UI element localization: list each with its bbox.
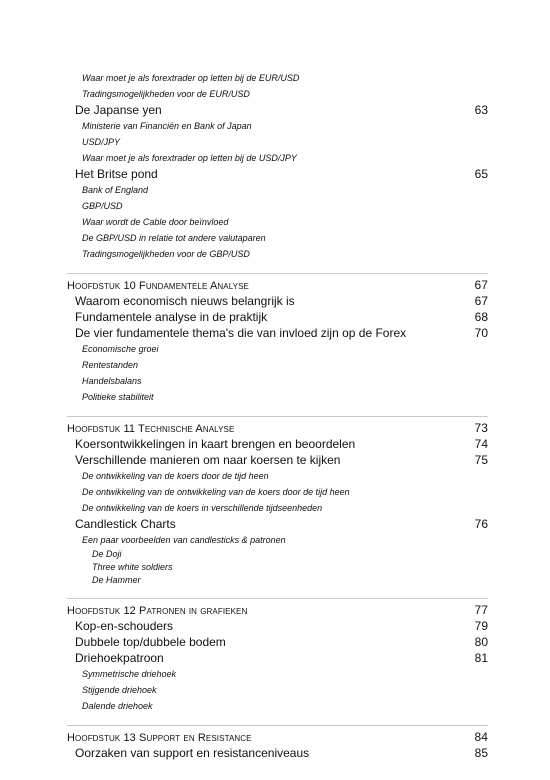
chapter-divider — [67, 262, 488, 274]
toc-subsection-entry[interactable] — [67, 214, 488, 230]
toc-section-entry[interactable] — [67, 745, 488, 761]
toc-entry-title: Candlestick Charts — [75, 517, 176, 531]
toc-page-number: 70 — [474, 326, 488, 340]
toc-entry-title: Ministerie van Financiën en Bank of Japan — [82, 121, 252, 131]
toc-entry-title: Driehoekpatroon — [75, 651, 164, 665]
toc-entry-title: De GBP/USD in relatie tot andere valutaparen — [82, 233, 266, 243]
toc-entry-title: De ontwikkeling van de koers in verschillende tijdseenheden — [82, 503, 323, 513]
toc-section-entry[interactable] — [67, 293, 488, 309]
toc-subsection-entry[interactable] — [67, 682, 488, 698]
toc-entry-title: Waar wordt de Cable door beïnvloed — [82, 217, 229, 227]
toc-subsection-entry[interactable] — [67, 118, 488, 134]
chapter-divider — [67, 587, 488, 599]
toc-subsection-entry[interactable] — [67, 574, 488, 587]
toc-entry-title: Kop-en-schouders — [75, 619, 174, 633]
toc-entry-title: Hoofdstuk 12 Patronen in grafieken — [67, 605, 248, 617]
toc-entry-title: Hoofdstuk 13 Support en Resistance — [67, 732, 252, 744]
toc-section-entry[interactable] — [67, 325, 488, 341]
toc-entry-title: Een paar voorbeelden van candlesticks & patronen — [82, 535, 286, 545]
toc-entry-title: De Doji — [92, 549, 122, 559]
toc-chapter-entry[interactable] — [67, 729, 488, 745]
toc-subsection-entry[interactable] — [67, 182, 488, 198]
toc-entry-title: Verschillende manieren om naar koersen te kijken — [75, 453, 341, 467]
toc-section-entry[interactable] — [67, 309, 488, 325]
toc-subsection-entry[interactable] — [67, 198, 488, 214]
toc-subsection-entry[interactable] — [67, 134, 488, 150]
toc-section-entry[interactable] — [67, 618, 488, 634]
table-of-contents — [67, 70, 488, 761]
toc-entry-title: USD/JPY — [82, 137, 121, 147]
toc-section-entry[interactable] — [67, 516, 488, 532]
toc-section-entry[interactable] — [67, 650, 488, 666]
toc-entry-title: Rentestanden — [82, 360, 139, 370]
chapter-divider — [67, 405, 488, 417]
toc-subsection-entry[interactable] — [67, 70, 488, 86]
toc-entry-title: Hoofdstuk 11 Technische Analyse — [67, 423, 235, 435]
toc-subsection-entry[interactable] — [67, 389, 488, 405]
toc-section-entry[interactable] — [67, 452, 488, 468]
toc-page-number: 84 — [474, 730, 488, 744]
toc-subsection-entry[interactable] — [67, 150, 488, 166]
toc-chapter-entry[interactable] — [67, 420, 488, 436]
toc-entry-title: Waar moet je als forextrader op letten bij de USD/JPY — [82, 153, 297, 163]
toc-entry-title: Tradingsmogelijkheden voor de GBP/USD — [82, 249, 250, 259]
toc-page-number: 73 — [474, 421, 488, 435]
toc-subsection-entry[interactable] — [67, 698, 488, 714]
toc-section-entry[interactable] — [67, 634, 488, 650]
toc-page-number: 74 — [474, 437, 488, 451]
toc-entry-title: Oorzaken van support en resistanceniveaus — [75, 746, 310, 760]
toc-subsection-entry[interactable] — [67, 246, 488, 262]
toc-subsection-entry[interactable] — [67, 357, 488, 373]
toc-chapter-entry[interactable] — [67, 602, 488, 618]
toc-entry-title: Symmetrische driehoek — [82, 669, 177, 679]
toc-subsection-entry[interactable] — [67, 532, 488, 548]
toc-entry-title: Bank of England — [82, 185, 149, 195]
toc-section-entry[interactable] — [67, 436, 488, 452]
toc-section-entry[interactable] — [67, 102, 488, 118]
toc-subsection-entry[interactable] — [67, 86, 488, 102]
toc-entry-title: Handelsbalans — [82, 376, 142, 386]
toc-entry-title: De Hammer — [92, 575, 141, 585]
toc-entry-title: Dubbele top/dubbele bodem — [75, 635, 226, 649]
toc-page-number: 79 — [474, 619, 488, 633]
toc-subsection-entry[interactable] — [67, 500, 488, 516]
toc-entry-title: Stijgende driehoek — [82, 685, 157, 695]
toc-entry-title: Waar moet je als forextrader op letten bij de EUR/USD — [82, 73, 300, 83]
toc-entry-title: Tradingsmogelijkheden voor de EUR/USD — [82, 89, 250, 99]
toc-subsection-entry[interactable] — [67, 373, 488, 389]
toc-page-number: 65 — [474, 167, 488, 181]
toc-page-number: 85 — [474, 746, 488, 760]
toc-subsection-entry[interactable] — [67, 561, 488, 574]
toc-page-number: 76 — [474, 517, 488, 531]
toc-entry-title: Politieke stabiliteit — [82, 392, 154, 402]
toc-entry-title: De Japanse yen — [75, 103, 162, 117]
toc-entry-title: Het Britse pond — [75, 167, 158, 181]
toc-entry-title: Dalende driehoek — [82, 701, 153, 711]
toc-subsection-entry[interactable] — [67, 230, 488, 246]
toc-entry-title: Fundamentele analyse in de praktijk — [75, 310, 268, 324]
toc-chapter-entry[interactable] — [67, 277, 488, 293]
toc-subsection-entry[interactable] — [67, 468, 488, 484]
toc-entry-title: De ontwikkeling van de koers door de tijd heen — [82, 471, 269, 481]
toc-entry-title: De vier fundamentele thema's die van invloed zijn op de Forex — [75, 326, 407, 340]
toc-subsection-entry[interactable] — [67, 484, 488, 500]
toc-entry-title: Hoofdstuk 10 Fundamentele Analyse — [67, 280, 249, 292]
chapter-divider — [67, 714, 488, 726]
toc-subsection-entry[interactable] — [67, 666, 488, 682]
toc-section-entry[interactable] — [67, 166, 488, 182]
toc-subsection-entry[interactable] — [67, 341, 488, 357]
toc-page-number: 75 — [474, 453, 488, 467]
toc-page-number: 68 — [474, 310, 488, 324]
toc-page-number: 63 — [474, 103, 488, 117]
toc-page-number: 67 — [474, 294, 488, 308]
toc-subsection-entry[interactable] — [67, 548, 488, 561]
toc-page-number: 80 — [474, 635, 488, 649]
toc-entry-title: Three white soldiers — [92, 562, 173, 572]
toc-page-number: 81 — [474, 651, 488, 665]
toc-entry-title: GBP/USD — [82, 201, 123, 211]
toc-page-number: 77 — [474, 603, 488, 617]
toc-entry-title: Koersontwikkelingen in kaart brengen en beoordelen — [75, 437, 356, 451]
toc-entry-title: De ontwikkeling van de ontwikkeling van de koers door de tijd heen — [82, 487, 350, 497]
toc-entry-title: Waarom economisch nieuws belangrijk is — [75, 294, 295, 308]
toc-entry-title: Economische groei — [82, 344, 159, 354]
toc-page-number: 67 — [474, 278, 488, 292]
